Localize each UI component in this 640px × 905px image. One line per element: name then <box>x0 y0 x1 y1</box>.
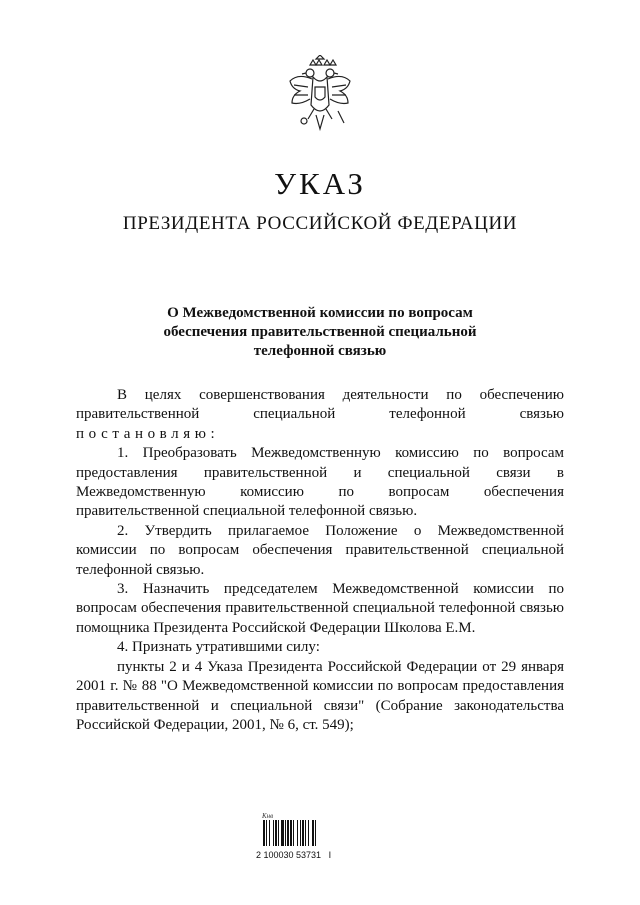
decree-word: постановляю: <box>76 425 220 442</box>
barcode-bar <box>263 820 265 846</box>
document-subtitle: ПРЕЗИДЕНТА РОССИЙСКОЙ ФЕДЕРАЦИИ <box>122 213 518 234</box>
item-3: 3. Назначить председателем Межведомственной комиссии по вопросам обеспечения правительственной специальной телефонной связью помощника Президента Российской Федерации Школова Е.М. <box>76 581 564 636</box>
barcode-bar <box>285 820 286 846</box>
heading-line: О Межведомственной комиссии по вопросам <box>167 305 473 321</box>
barcode-bar <box>275 820 277 846</box>
document-title: УКАЗ <box>274 166 366 201</box>
decree-heading <box>120 304 520 361</box>
barcode-bar <box>315 820 316 846</box>
barcode-bar <box>300 820 301 846</box>
barcode-icon <box>262 820 342 846</box>
item-1: 1. Преобразовать Межведомственную комиссию по вопросам предоставления правительственной и специальной связи в Межведомственную комиссию по вопросам обеспечения правительственной специальной телефонной связью. <box>76 445 564 520</box>
signer-mark: Кнв <box>262 812 274 820</box>
barcode-bar <box>266 820 267 846</box>
barcode-bar <box>302 820 304 846</box>
barcode-bar <box>297 820 298 846</box>
barcode-bar <box>278 820 279 846</box>
heading-line: телефонной связью <box>253 343 387 359</box>
barcode-bar <box>269 820 270 846</box>
item-4-subitem: пункты 2 и 4 Указа Президента Российской Федерации от 29 января 2001 г. № 88 "О Межведомственной комиссии по вопросам предоставления правительственной и специальной связи" (Собрание законодательства Российской Федерации, 2001, № 6, ст. 549); <box>76 658 564 733</box>
barcode-bar <box>290 820 292 846</box>
barcode-bar <box>281 820 284 846</box>
barcode-bar <box>305 820 306 846</box>
barcode-bar <box>308 820 309 846</box>
barcode-number: 2 100030 53731 I <box>256 850 332 860</box>
barcode-bar <box>312 820 314 846</box>
barcode-bar <box>293 820 294 846</box>
barcode-bar <box>273 820 274 846</box>
barcode-bar <box>287 820 289 846</box>
item-4: 4. Признать утратившими силу: <box>117 639 320 656</box>
heading-line: обеспечения правительственной специальной <box>163 324 477 340</box>
intro-paragraph: В целях совершенствования деятельности по обеспечению правительственной специальной телефонной связью <box>76 387 564 423</box>
item-2: 2. Утвердить прилагаемое Положение о Межведомственной комиссии по вопросам обеспечения правительственной специальной телефонной связью. <box>76 522 564 578</box>
decree-body <box>76 386 564 735</box>
russian-coat-of-arms-icon <box>280 55 360 145</box>
